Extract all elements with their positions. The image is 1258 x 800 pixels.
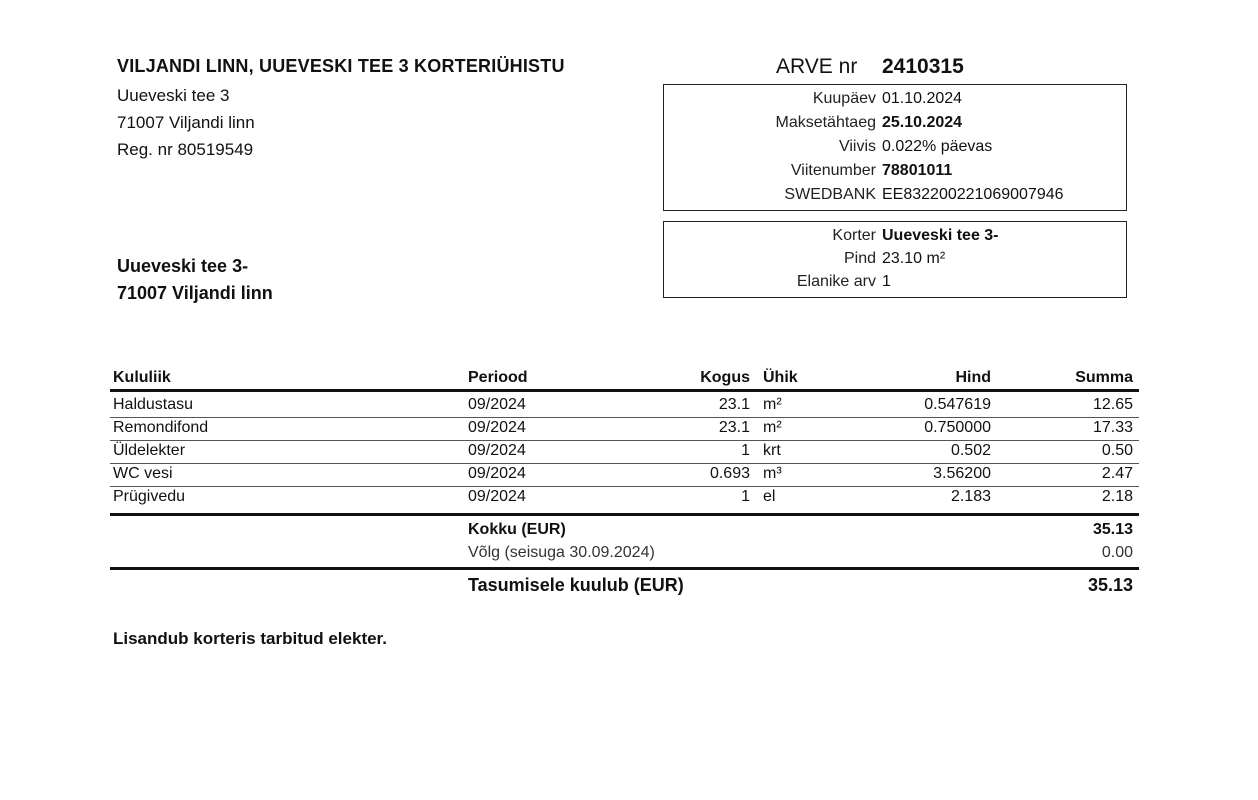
cell-periood: 09/2024 <box>468 442 526 459</box>
invoice-label: ARVE nr <box>776 55 858 78</box>
detail-label: Viivis <box>838 138 876 155</box>
cell-uhik: m³ <box>763 465 782 482</box>
footer-note: Lisandub korteris tarbitud elekter. <box>113 629 387 648</box>
cell-hind: 0.502 <box>950 442 991 459</box>
detail-label: Viitenumber <box>790 162 876 179</box>
cell-kogus: 0.693 <box>709 465 750 482</box>
col-header-uhik: Ühik <box>763 369 798 386</box>
cell-hind: 2.183 <box>950 488 991 505</box>
cell-uhik: m² <box>763 419 782 436</box>
apartment-row-residents <box>664 273 1126 294</box>
col-header-kululiik: Kululiik <box>113 369 171 386</box>
table-body-rule <box>110 513 1139 516</box>
apartment-label: Korter <box>832 227 876 244</box>
recipient-street: Uueveski tee 3- <box>117 256 249 276</box>
cell-uhik: m² <box>763 396 782 413</box>
detail-label: Maksetähtaeg <box>775 114 876 131</box>
apartment-value: Uueveski tee 3- <box>882 227 999 244</box>
cell-kogus: 1 <box>741 488 750 505</box>
col-header-periood: Periood <box>468 369 528 386</box>
col-header-hind: Hind <box>955 369 991 386</box>
cell-uhik: krt <box>763 442 781 459</box>
apartment-label: Elanike arv <box>796 273 876 290</box>
apartment-value: 23.10 m² <box>882 250 946 267</box>
cell-hind: 0.750000 <box>924 419 991 436</box>
cell-summa: 17.33 <box>1092 419 1133 436</box>
cell-kogus: 23.1 <box>718 396 750 413</box>
cell-kululiik: WC vesi <box>113 465 173 482</box>
detail-row-penalty <box>664 138 1126 159</box>
cell-periood: 09/2024 <box>468 396 526 413</box>
cell-summa: 0.50 <box>1101 442 1133 459</box>
detail-value: 01.10.2024 <box>882 90 963 107</box>
payable-value: 35.13 <box>1087 575 1133 595</box>
issuer-name: VILJANDI LINN, UUEVESKI TEE 3 KORTERIÜHISTU <box>117 56 565 76</box>
cell-periood: 09/2024 <box>468 465 526 482</box>
cell-kululiik: Prügivedu <box>113 488 186 505</box>
detail-row-bank <box>664 186 1126 207</box>
invoice-number: 2410315 <box>882 55 964 78</box>
cell-uhik: el <box>763 488 776 505</box>
apartment-row-pind <box>664 250 1126 271</box>
row-divider <box>110 440 1139 441</box>
col-header-kogus: Kogus <box>700 369 750 386</box>
apartment-label: Pind <box>843 250 876 267</box>
total-label: Kokku (EUR) <box>468 521 566 538</box>
debt-label: Võlg (seisuga 30.09.2024) <box>468 544 655 561</box>
cell-kogus: 23.1 <box>718 419 750 436</box>
cell-kululiik: Haldustasu <box>113 396 194 413</box>
invoice-details-box <box>663 84 1127 211</box>
detail-value: EE832200221069007946 <box>882 186 1064 203</box>
cell-periood: 09/2024 <box>468 488 526 505</box>
payable-rule <box>110 567 1139 570</box>
row-divider <box>110 463 1139 464</box>
detail-value: 25.10.2024 <box>882 114 963 131</box>
issuer-reg-nr: Reg. nr 80519549 <box>117 140 254 159</box>
table-header-rule <box>110 389 1139 392</box>
total-value: 35.13 <box>1092 521 1133 538</box>
detail-row-date <box>664 90 1126 111</box>
detail-row-due-date <box>664 114 1126 135</box>
cell-periood: 09/2024 <box>468 419 526 436</box>
detail-label: Kuupäev <box>812 90 876 107</box>
apartment-value: 1 <box>882 273 891 290</box>
cell-summa: 2.47 <box>1101 465 1133 482</box>
payable-label: Tasumisele kuulub (EUR) <box>468 575 684 595</box>
col-header-summa: Summa <box>1075 369 1133 386</box>
apartment-row-korter <box>664 227 1126 248</box>
cell-summa: 2.18 <box>1101 488 1133 505</box>
cell-hind: 3.56200 <box>933 465 991 482</box>
apartment-box <box>663 221 1127 298</box>
recipient-city: 71007 Viljandi linn <box>117 283 273 303</box>
cell-kululiik: Üldelekter <box>113 442 186 459</box>
issuer-street: Uueveski tee 3 <box>117 86 230 105</box>
cell-kululiik: Remondifond <box>113 419 209 436</box>
detail-value: 0.022% päevas <box>882 138 993 155</box>
cell-kogus: 1 <box>741 442 750 459</box>
row-divider <box>110 417 1139 418</box>
detail-value: 78801011 <box>882 162 953 179</box>
debt-value: 0.00 <box>1101 544 1133 561</box>
cell-hind: 0.547619 <box>924 396 991 413</box>
row-divider <box>110 486 1139 487</box>
detail-label: SWEDBANK <box>784 186 876 203</box>
issuer-city: 71007 Viljandi linn <box>117 113 255 132</box>
cell-summa: 12.65 <box>1092 396 1133 413</box>
detail-row-reference <box>664 162 1126 183</box>
